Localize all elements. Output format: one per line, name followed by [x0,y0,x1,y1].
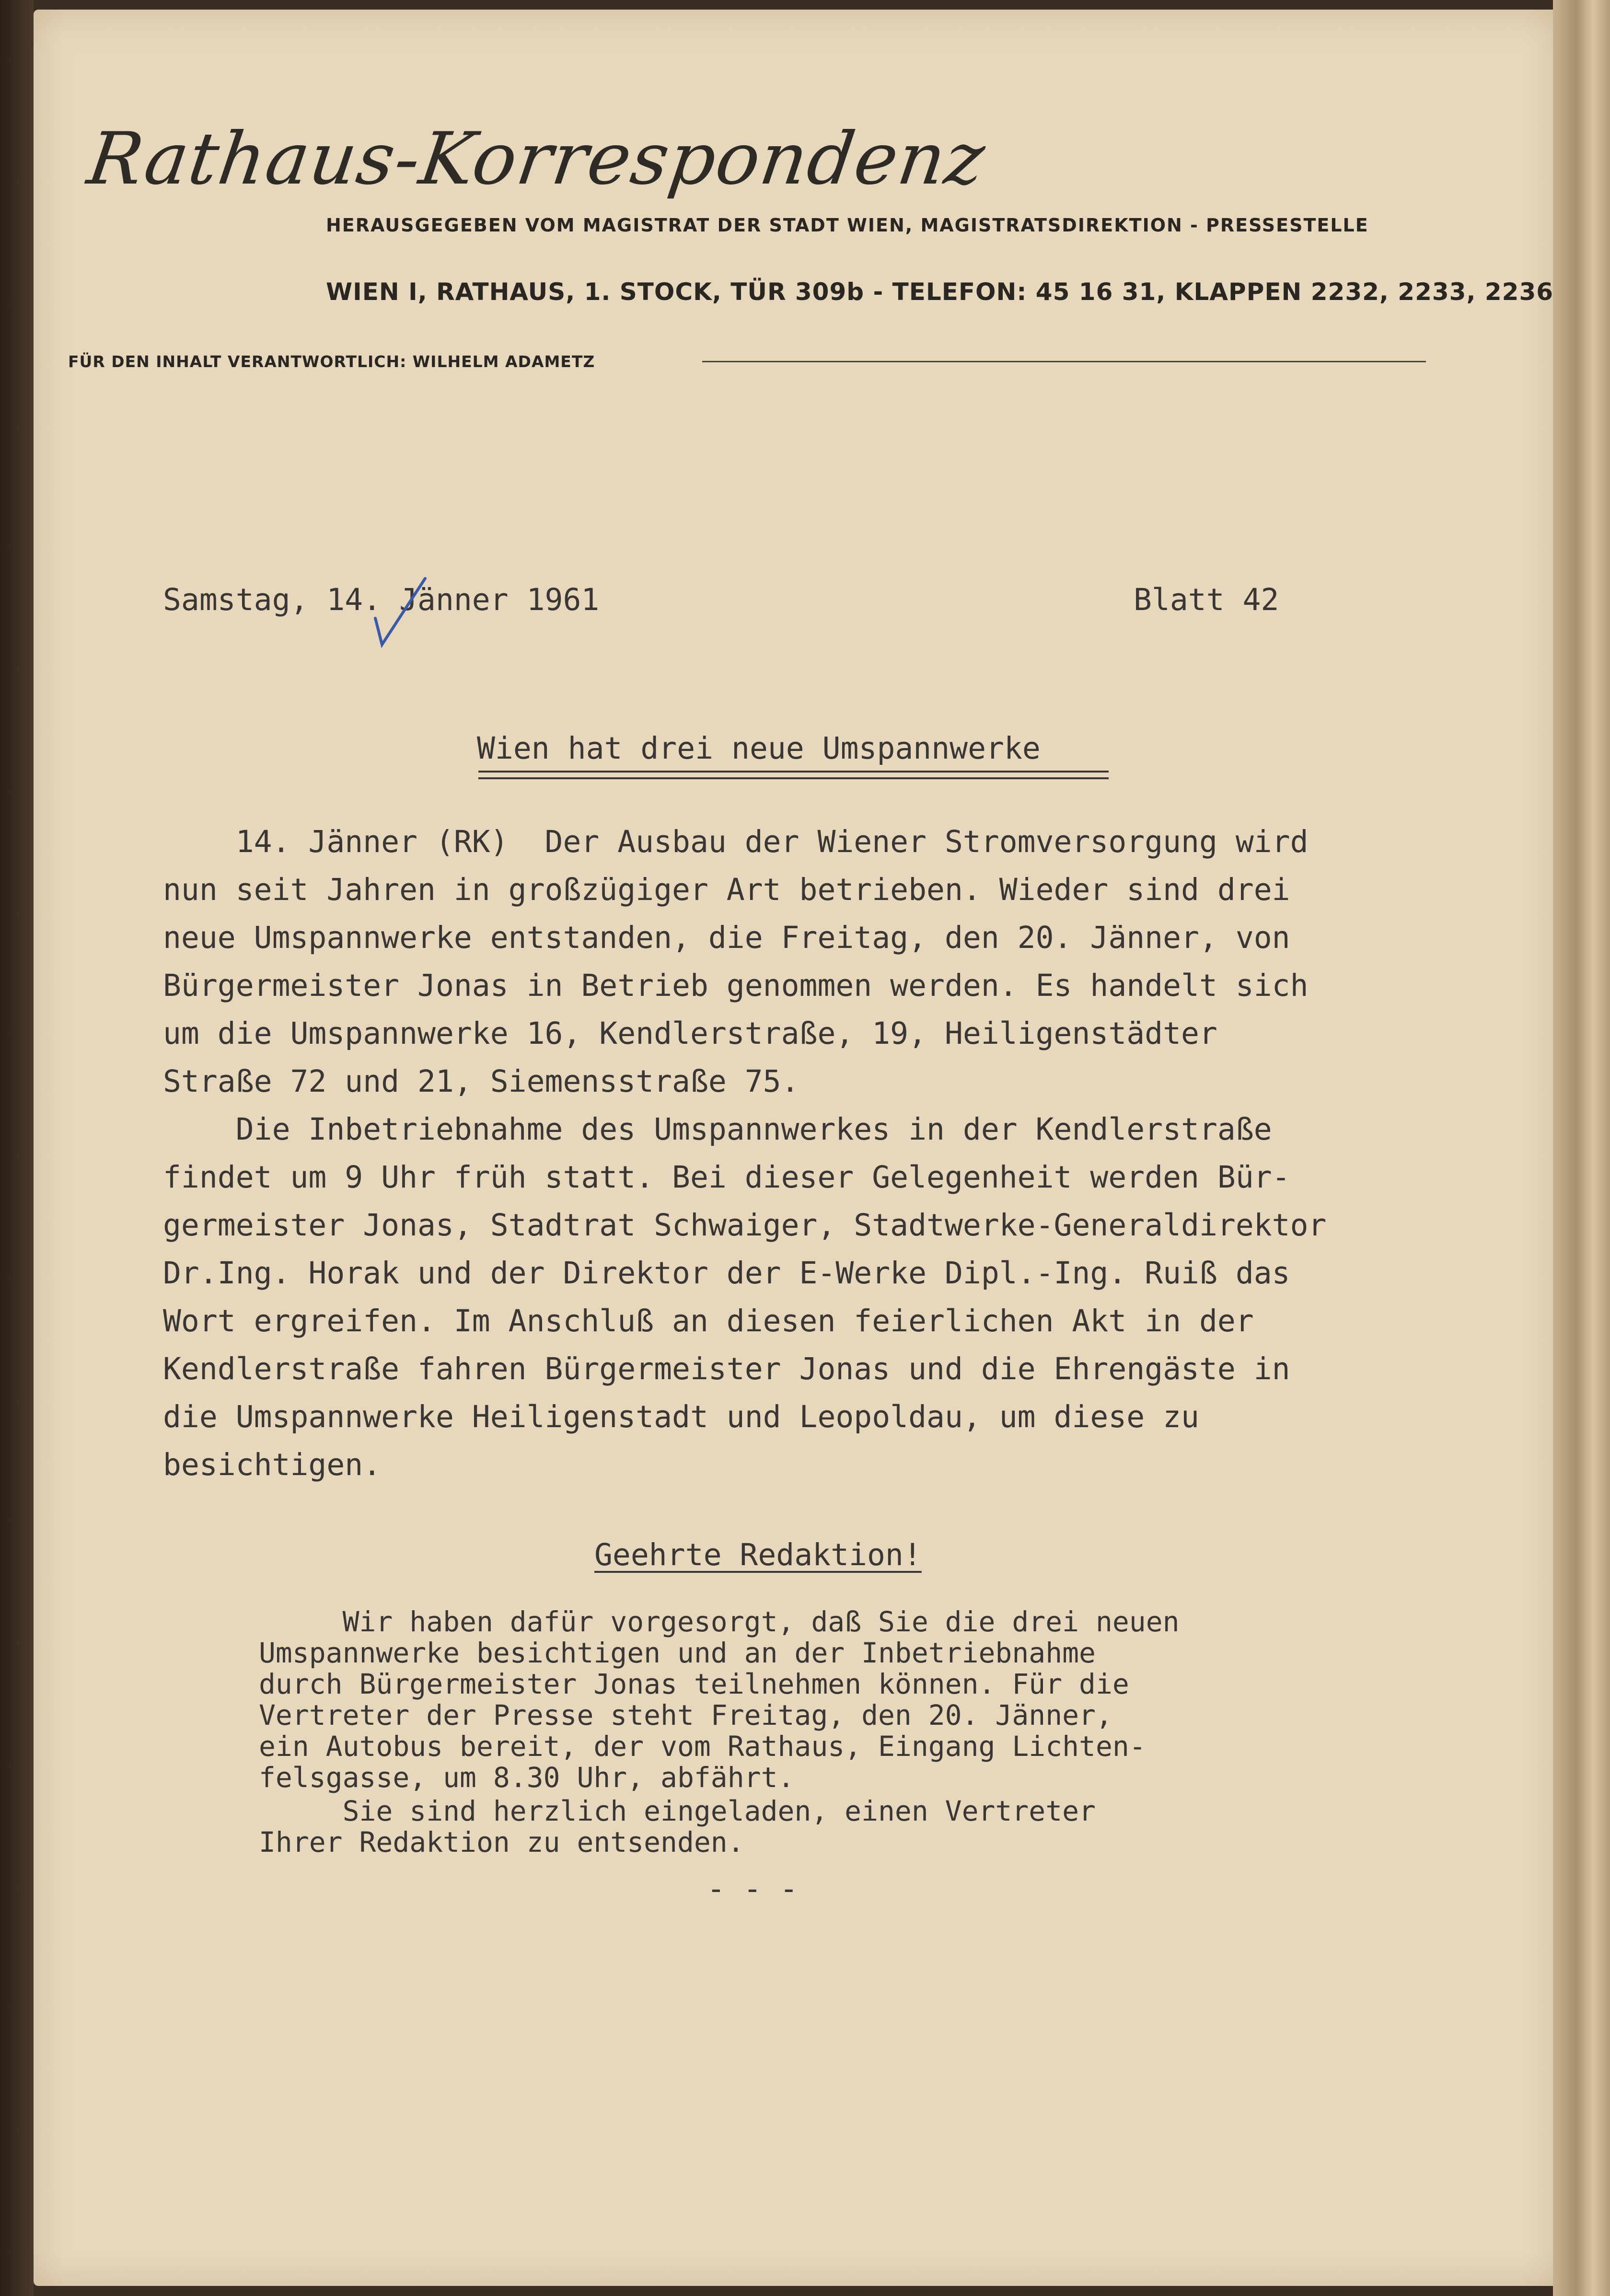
article-line: Bürgermeister Jonas in Betrieb genommen werden. Es handelt sich [163,968,1309,1003]
note-line: Sie sind herzlich eingeladen, einen Vertreter [259,1795,1096,1827]
article-line: Wort ergreifen. Im Anschluß an diesen feierlichen Akt in der [163,1304,1254,1338]
address-line: WIEN I, RATHAUS, 1. STOCK, TÜR 309b - TELEFON: 45 16 31, KLAPPEN 2232, 2233, 2236 [326,278,1554,306]
header-rule [702,361,1426,362]
article-line: Die Inbetriebnahme des Umspannwerkes in der Kendlerstraße [163,1112,1272,1147]
book-spine [1553,0,1610,2296]
note-line: Umspannwerke besichtigen und an der Inbetriebnahme [259,1637,1096,1669]
article-line: neue Umspannwerke entstanden, die Freitag, den 20. Jänner, von [163,920,1290,955]
note-line: durch Bürgermeister Jonas teilnehmen können. Für die [259,1668,1129,1700]
article-line: Straße 72 und 21, Siemensstraße 75. [163,1064,799,1099]
article-line: um die Umspannwerke 16, Kendlerstraße, 19, Heiligenstädter [163,1016,1217,1051]
title-double-underline-top [478,771,1109,773]
book-binding-left [0,0,34,2296]
publisher-line: HERAUSGEGEBEN VOM MAGISTRAT DER STADT WIEN, MAGISTRATSDIREKTION - PRESSESTELLE [326,215,1369,236]
article-line: Kendlerstraße fahren Bürgermeister Jonas und die Ehrengäste in [163,1351,1290,1386]
end-mark: - - - [707,1871,798,1906]
document-page [34,10,1558,2286]
note-line: felsgasse, um 8.30 Uhr, abfährt. [259,1761,795,1794]
article-line: germeister Jonas, Stadtrat Schwaiger, Stadtwerke-Generaldirektor [163,1208,1327,1243]
note-line: ein Autobus bereit, der vom Rathaus, Eingang Lichten- [259,1730,1146,1763]
responsible-line: FÜR DEN INHALT VERANTWORTLICH: WILHELM ADAMETZ [68,352,595,371]
note-line: Vertreter der Presse steht Freitag, den 20. Jänner, [259,1699,1112,1731]
masthead-title: Rathaus-Korrespondenz [82,117,991,201]
sheet-number: Blatt 42 [1134,582,1279,617]
title-double-underline-bottom [478,777,1109,779]
article-line: findet um 9 Uhr früh statt. Bei dieser Gelegenheit werden Bür- [163,1160,1290,1195]
date-line: Samstag, 14. Jänner 1961 [163,582,600,617]
blue-check-mark [371,573,429,654]
note-line: Wir haben dafür vorgesorgt, daß Sie die drei neuen [259,1605,1180,1638]
article-line: besichtigen. [163,1447,382,1482]
article-line: die Umspannwerke Heiligenstadt und Leopoldau, um diese zu [163,1399,1199,1434]
note-heading: Geehrte Redaktion! [594,1537,922,1572]
article-line: 14. Jänner (RK) Der Ausbau der Wiener Stromversorgung wird [163,824,1309,859]
note-line: Ihrer Redaktion zu entsenden. [259,1826,744,1858]
article-line: Dr.Ing. Horak und der Direktor der E-Werke Dipl.-Ing. Ruiß das [163,1256,1290,1291]
article-title: Wien hat drei neue Umspannwerke [477,731,1041,766]
article-line: nun seit Jahren in großzügiger Art betrieben. Wieder sind drei [163,872,1290,907]
